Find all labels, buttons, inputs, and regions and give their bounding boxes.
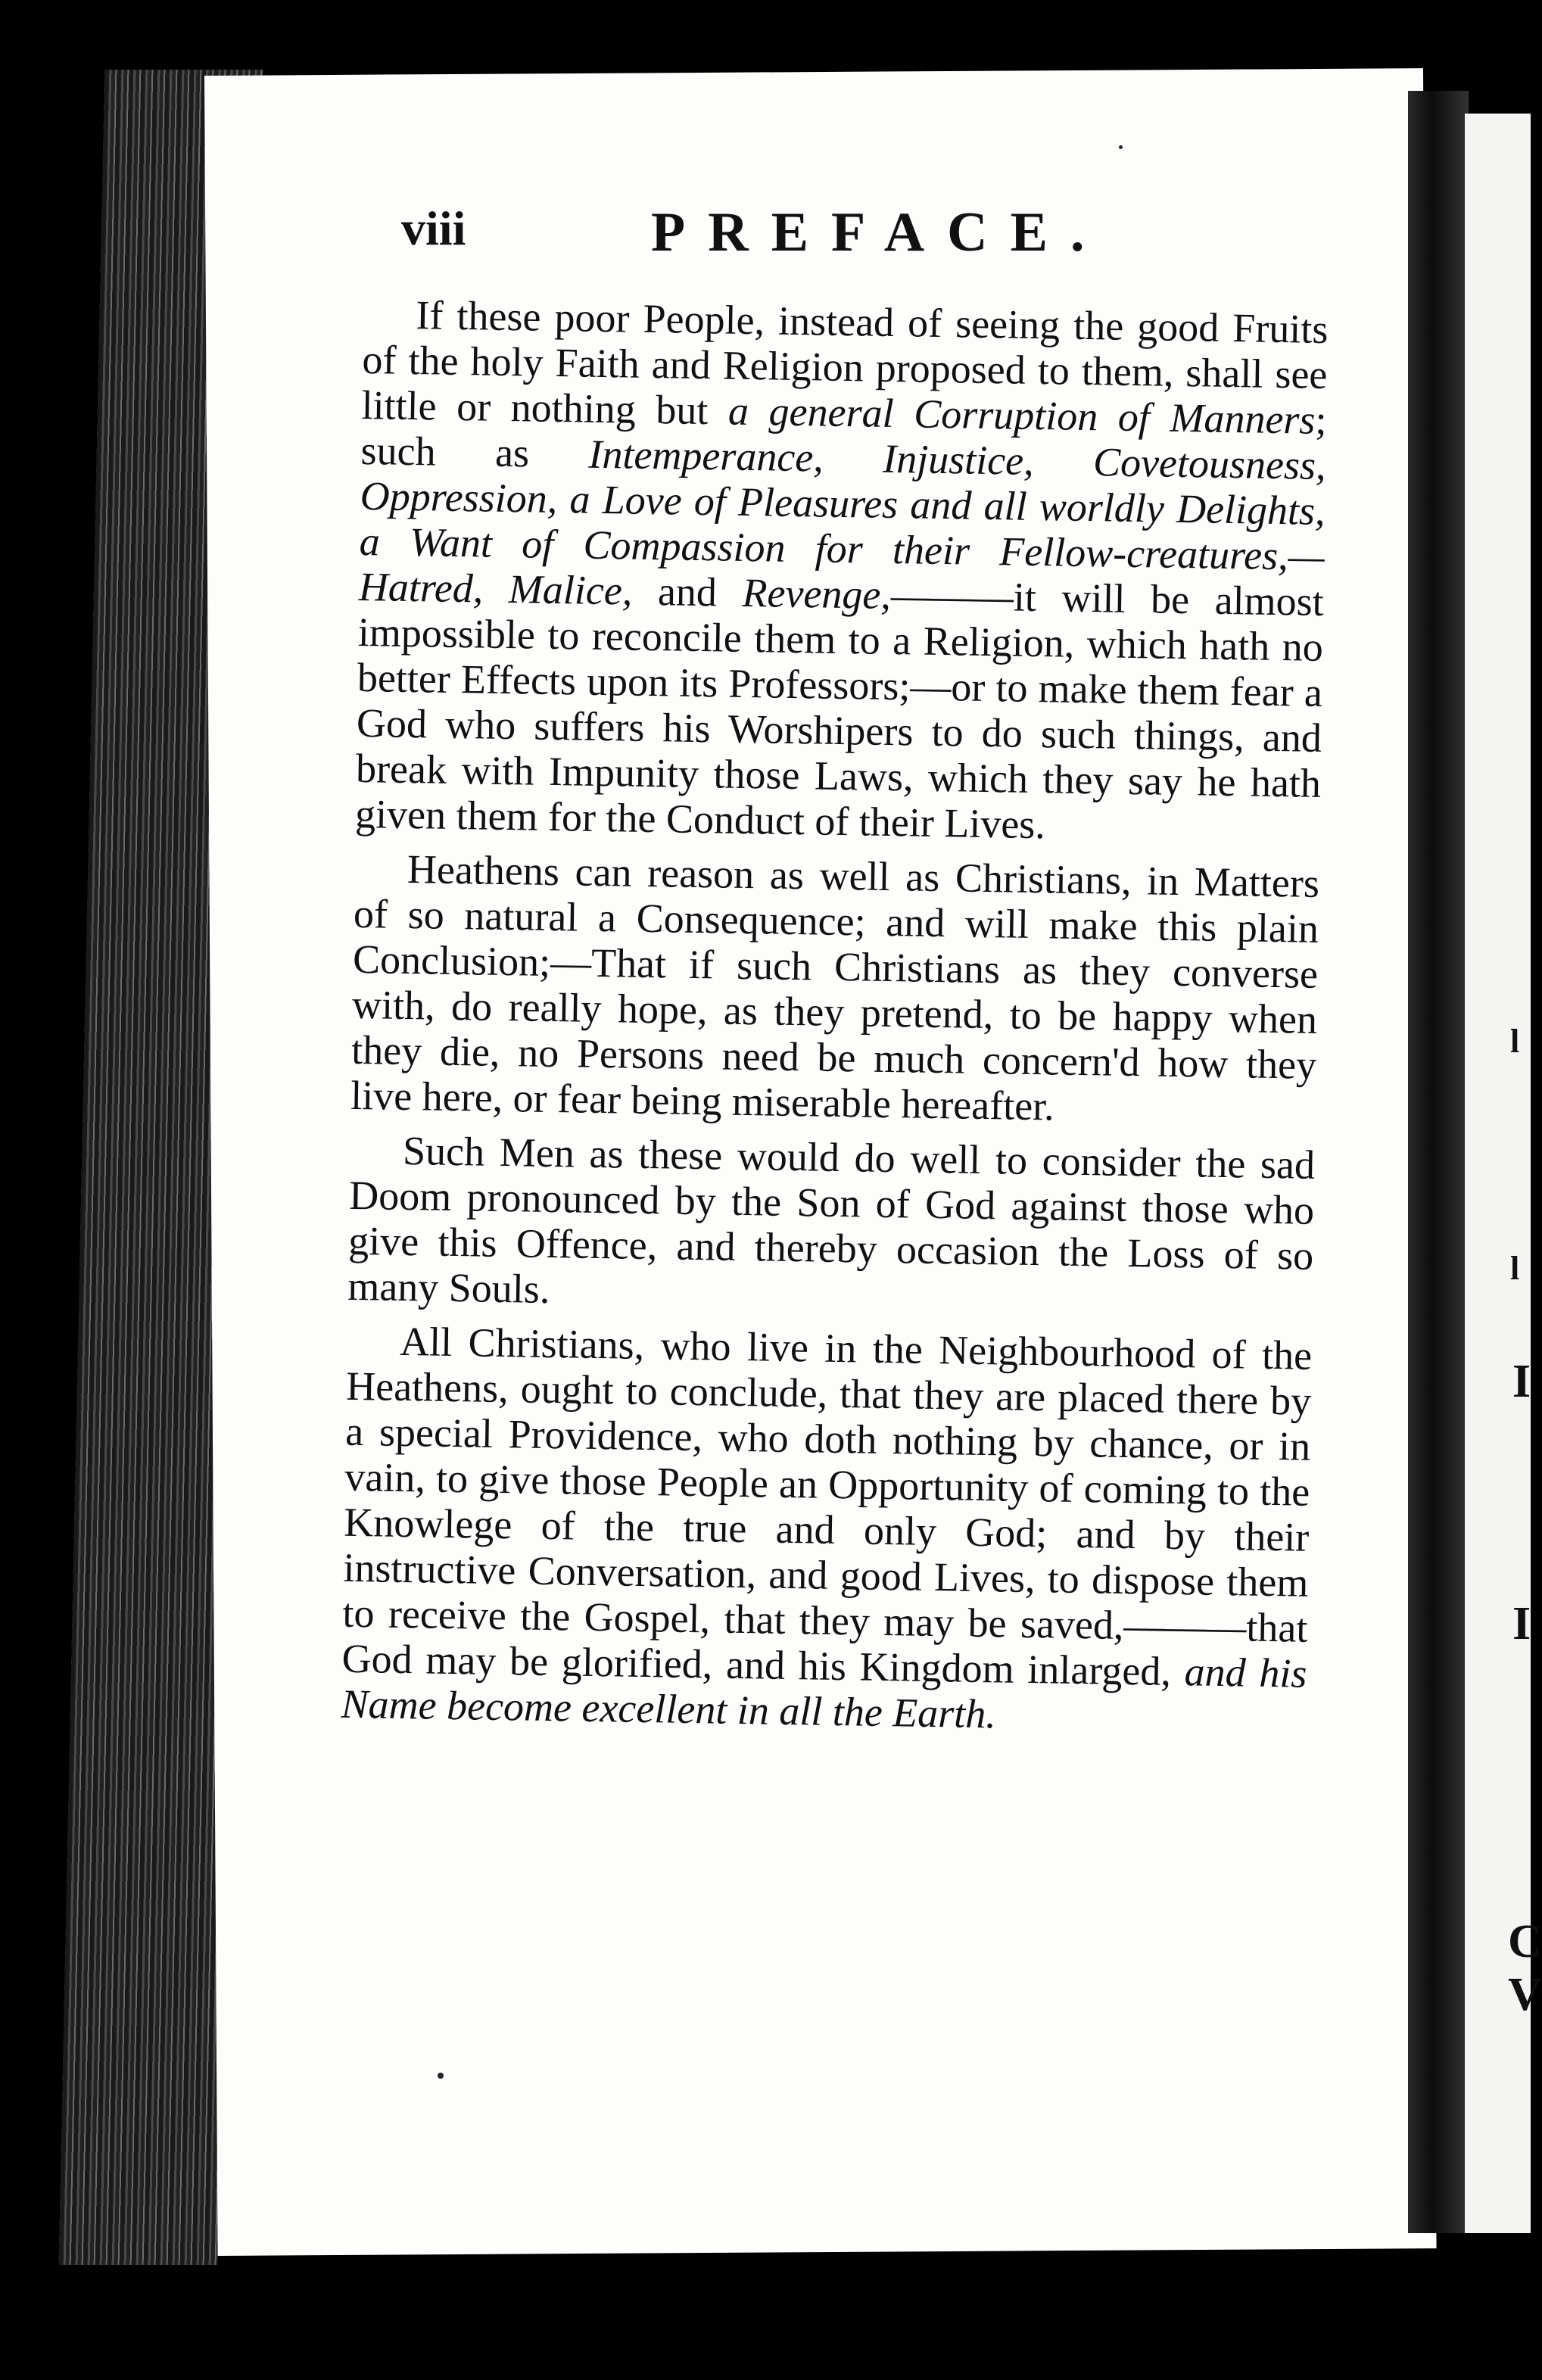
text-run: ———it will be almost impossible to reconcile them to a Religion, which hath no better Effects upon its Professors;—or to make them fear a God who suffers his Worshipers to do such things, and break with Impunity those Laws, which they say he hath given them for the Conduct of their Lives.	[354, 572, 1325, 848]
text-run: Such Men as these would do well to consider the sad Doom pronounced by the Son of God against those who give this Offence, and thereby occasion the Loss of so many Souls.	[347, 1127, 1316, 1313]
body-text	[341, 291, 1329, 1751]
italic-text: Revenge,	[742, 569, 892, 618]
paragraph	[347, 1127, 1316, 1324]
text-run: All Christians, who live in the Neighbourhood of the Heathens, ought to conclude, that they are placed there by a special Providence, who doth nothing by chance, or in vain, to give those People an Opportunity of coming to the Knowlege of the true and only God; and by their instructive Conversation, and good Lives, to dispose them to receive the Gospel, that they may be saved,———that God may be glorified, and his Kingdom inlarged,	[341, 1318, 1313, 1695]
text-run: and	[631, 568, 743, 615]
text-run: If these poor People, instead of seeing the good Fruits of the holy Faith and Religion proposed to them, shall see little or nothing but	[361, 292, 1329, 434]
paragraph	[355, 291, 1329, 852]
facing-letter: I	[1512, 1598, 1531, 1649]
paragraph	[350, 846, 1319, 1133]
facing-letter: l	[1510, 1250, 1520, 1287]
facing-letter: V	[1508, 1969, 1542, 2020]
text-run: ; such as	[360, 397, 1327, 477]
facing-letter: I	[1512, 1356, 1531, 1407]
page-number: viii	[401, 201, 466, 255]
text-run: Heathens can reason as well as Christians, in Matters of so natural a Consequence; and will make this plain Conclusion;—That if such Christians as they converse with, do really hope, as they pretend, to be happy when they die, no Persons need be much concern'd how they live here, or fear being miserable hereafter.	[350, 846, 1320, 1129]
facing-letter: l	[1510, 1023, 1520, 1060]
facing-letter: C	[1508, 1916, 1542, 1967]
book-gutter	[1408, 91, 1469, 2233]
speck-mark	[1119, 145, 1123, 149]
italic-text: and his Name become excellent in all the Earth.	[341, 1649, 1307, 1737]
paragraph	[341, 1318, 1312, 1742]
italic-text: Intemperance, Injustice, Covetousness, Oppression, a Love of Pleasures and all worldly Delights, a Want of Compassion for their Fellow-creatures,—Hatred, Malice,	[358, 431, 1327, 614]
italic-text: a general Corruption of Manners	[727, 388, 1316, 443]
speck-mark	[438, 2073, 444, 2079]
running-head: PREFACE.	[651, 201, 1107, 263]
